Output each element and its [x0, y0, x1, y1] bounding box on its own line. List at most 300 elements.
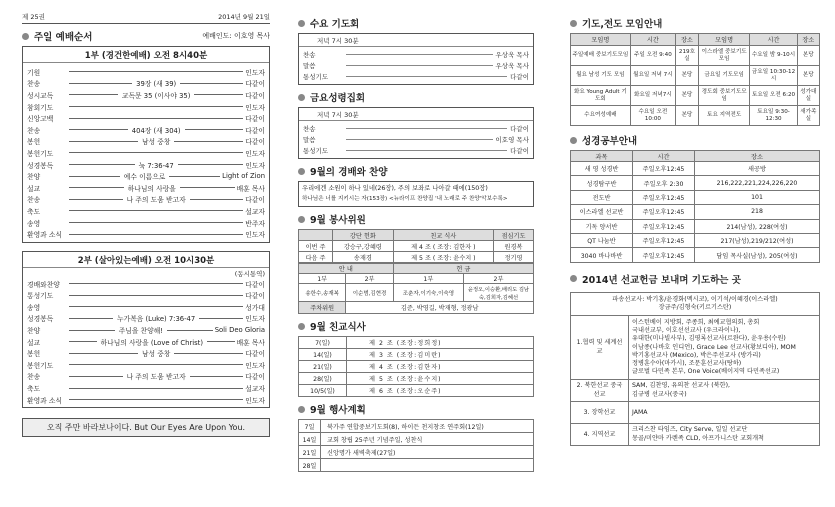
order-label: 송영 [27, 303, 41, 312]
worship-column [22, 0, 270, 507]
leader-line [69, 399, 243, 400]
bulletin-header [22, 0, 270, 24]
order-person: 다같이 [245, 196, 265, 205]
meetings-head: 장소 [797, 34, 819, 46]
leader-line [69, 141, 138, 142]
order-person: 다같이 [245, 350, 266, 359]
bullet-icon [570, 20, 577, 27]
leader-line [346, 150, 507, 151]
usher-table: 안 내 헌 금 1부 2부 1부 2부 송한수,송재복 이순범,김현경 조춘자,이기숙,이숙영 윤정오,이승환,배리도 김남숙,김희자,김혜선 주차위원 김준, 박영길, 박재형, 정광남 [298, 263, 534, 314]
leader-line [69, 71, 243, 72]
meal-table [298, 336, 534, 397]
meeting-cell: 수요일 밤 9-10시 [750, 46, 797, 66]
order-row [27, 78, 265, 90]
leader-line [69, 83, 132, 84]
order-row [27, 66, 265, 78]
order-detail: 나 주의 도움 받고자 [126, 196, 186, 205]
bible-head: 과목 [571, 151, 633, 162]
order-detail: 404장 (새 304) [131, 126, 181, 135]
order-person: 반주자 [245, 219, 265, 228]
order-person: 배훈 목사 [236, 338, 265, 347]
friday-box [298, 107, 534, 159]
event-date: 7일 [299, 420, 321, 433]
meetings-head: 장소 [676, 34, 699, 46]
leader-line [69, 94, 118, 95]
order-row [27, 382, 265, 394]
bible-row [571, 162, 820, 176]
bible-cell: 담임 목사실(남성), 205(여성) [695, 248, 820, 262]
bible-cell: 101 [695, 190, 820, 204]
first-service-box [22, 46, 270, 243]
meal-date: 10/5(일) [299, 385, 347, 397]
bullet-icon [298, 216, 305, 223]
leader-line [190, 199, 244, 200]
service-head: 친교 식사 [393, 230, 493, 241]
meeting-cell: 새가족실 [797, 106, 819, 126]
event-text: 교회 창립 25주년 기념주일, 성찬식 [321, 433, 534, 446]
meeting-cell: 금요일 10:30-12시 [750, 66, 797, 86]
order-label: 성시교독 [27, 91, 54, 100]
meal-row [299, 373, 534, 385]
second-service-box [22, 251, 270, 409]
order-row [27, 136, 265, 148]
mission-line: 박기홍선교사 (Mexico), 박은주선교사 (방가리) [632, 351, 761, 359]
bible-row [571, 205, 820, 219]
meeting-cell: 본당 [676, 106, 699, 126]
mission-category: 1.협력 및 세계선교 [571, 316, 629, 380]
dispatch-cell: 파송선교사: 박기홍/윤경화(멕시코), 이기석/이혜경(이스라엘) 장금주/김형숙(키르기스탄) [571, 292, 820, 315]
events-table [298, 419, 534, 472]
event-text: 신앙명가 새벽축제(27일) [321, 446, 534, 459]
wednesday-box [298, 33, 534, 85]
order-person: 설교자 [245, 385, 265, 394]
order-label: 찬송 [27, 126, 41, 135]
meal-date: 14(일) [299, 349, 347, 361]
meal-group: 제 6 조 (조장:오순주) [347, 385, 534, 397]
order-label: 축도 [27, 385, 41, 394]
bible-cell: 성경탐구반 [571, 176, 633, 190]
order-label: 성경봉독 [27, 161, 54, 170]
mission-category: 3. 장학선교 [571, 402, 629, 424]
praise-box [298, 181, 534, 207]
mission-line: 몽골/미얀마 카렌족 CLD, 아프가니스탄 교회개척 [632, 434, 765, 442]
leader-line [174, 141, 243, 142]
order-person: 인도자 [245, 161, 266, 170]
order-row [27, 278, 265, 290]
meeting-cell: 수요여성예배 [571, 106, 631, 126]
leader-line [69, 330, 115, 331]
mission-detail [629, 424, 820, 446]
order-row [27, 101, 265, 113]
order-label: 경배와찬양 [27, 280, 60, 289]
mission-line: SAM, 김찬영, 유의찬 선교사 (북한), [632, 382, 730, 390]
order-person: 인도자 [245, 315, 265, 324]
leader-line [69, 364, 243, 365]
order-row [27, 159, 265, 171]
bible-cell: 216,222,221,224,226,220 [695, 176, 820, 190]
worship-order-title: 주일 예배순서 예배인도: 이호영 목사 [22, 29, 270, 43]
meeting-cell: 월요일 저녁 7시 [630, 66, 675, 86]
bible-title: 성경공부안내 [570, 133, 820, 147]
order-row [27, 228, 265, 240]
schedule-row [303, 71, 529, 82]
order-person: 다같이 [245, 80, 266, 89]
bible-cell: 전도반 [571, 190, 633, 204]
leader-line [207, 341, 235, 342]
order-label: 봉헌기도 [27, 149, 54, 158]
meeting-cell: 월요 남성 기도 모임 [571, 66, 631, 86]
service-cell: 정기영 [493, 252, 533, 263]
order-row [27, 313, 265, 325]
meeting-row [571, 106, 820, 126]
order-label: 찬송 [27, 80, 41, 89]
meeting-cell: 경도회 중보기도모임 [698, 86, 750, 106]
wednesday-title: 수요 기도회 [298, 16, 534, 30]
weekday-column [298, 0, 534, 507]
bible-row [571, 233, 820, 247]
bible-cell: 주일오후12:45 [633, 190, 695, 204]
event-text [321, 459, 534, 472]
offering-head: 헌 금 [393, 264, 533, 274]
service-cell: 이번 주 [299, 241, 333, 252]
wednesday-time: 저녁 7시 30분 [299, 34, 533, 47]
bible-cell: 주일오후 2:30 [633, 176, 695, 190]
order-label: 환영과 소식 [27, 231, 62, 240]
bullet-icon [298, 94, 305, 101]
bible-cell: 217(남성),219/212(여성) [695, 233, 820, 247]
order-label: 찬양 [27, 327, 41, 336]
meeting-cell: 금요일 기도모임 [698, 66, 750, 86]
leader-line [69, 129, 128, 130]
meeting-row [571, 86, 820, 106]
meeting-cell: 화요일 저녁7시 [630, 86, 675, 106]
order-label: 찬송 [27, 373, 41, 382]
meeting-cell: 본당 [797, 46, 819, 66]
schedule-label: 찬송 [303, 51, 316, 59]
order-detail: 누가복음 (Luke) 7:36-47 [117, 315, 196, 324]
meeting-cell: 토요 지역전도 [698, 106, 750, 126]
bible-cell: 기독 양서반 [571, 219, 633, 233]
leader-line [346, 139, 493, 140]
order-person: 다같이 [245, 91, 265, 100]
event-date: 14일 [299, 433, 321, 446]
bulletin-date: 2014년 9월 21일 [218, 13, 270, 21]
leader-line [169, 176, 220, 177]
meal-date: 21(일) [299, 361, 347, 373]
leader-line [69, 376, 123, 377]
leader-line [69, 164, 135, 165]
order-row [27, 301, 265, 313]
mission-row [571, 316, 820, 380]
order-detail: 주님을 찬양해! [118, 327, 163, 336]
meal-row [299, 385, 534, 397]
events-title: 9월 행사계획 [298, 402, 534, 416]
bullet-icon [22, 33, 29, 40]
meetings-head: 모임명 [698, 34, 750, 46]
mission-line: 크리스찬 타임즈, City Serve, 일일 선교단 [632, 426, 748, 434]
bible-row [571, 190, 820, 204]
first-service-title: 1부 (경건한예배) 오전 8시40분 [23, 47, 269, 63]
meetings-table [570, 33, 820, 126]
order-label: 성경봉독 [27, 315, 54, 324]
order-person: 다같이 [245, 280, 265, 289]
service-cell: 제 4 조 ( 조장: 김한자 ) [393, 241, 493, 252]
bible-cell: 주일오후12:45 [633, 205, 695, 219]
order-row [27, 170, 265, 182]
bible-cell: 새 영 성경반 [571, 162, 633, 176]
event-row [299, 433, 534, 446]
order-person: 인도자 [245, 231, 265, 240]
mission-line: 김규병 선교사(중국) [632, 390, 687, 398]
schedule-row [303, 49, 529, 60]
service-head: 강단 헌화 [333, 230, 394, 241]
meetings-head: 시간 [750, 34, 797, 46]
bible-table [570, 150, 820, 263]
bible-cell: 214(남성), 228(여성) [695, 219, 820, 233]
leader-line [346, 76, 507, 77]
bible-cell: 새공방 [695, 162, 820, 176]
order-person: 인도자 [245, 68, 265, 77]
leader-line [167, 330, 213, 331]
bible-cell: 218 [695, 205, 820, 219]
order-person: 설교자 [245, 207, 265, 216]
order-row [27, 124, 265, 136]
event-row [299, 446, 534, 459]
event-date: 21일 [299, 446, 321, 459]
meeting-cell: 본당 [676, 86, 699, 106]
bullet-icon [298, 20, 305, 27]
meeting-row [571, 46, 820, 66]
leader-line [69, 341, 97, 342]
order-person: 인도자 [245, 149, 265, 158]
bible-head-row [571, 151, 820, 162]
order-label: 봉헌 [27, 138, 41, 147]
schedule-row [303, 134, 529, 145]
order-person: 인도자 [245, 396, 265, 405]
service-head: 점심기도 [493, 230, 533, 241]
order-row [27, 112, 265, 124]
issue-number: 제 25권 [22, 13, 45, 21]
schedule-label: 말씀 [303, 62, 316, 70]
schedule-person: 우상욱 목사 [495, 62, 529, 70]
usher-head: 안 내 [299, 264, 394, 274]
order-person: 인도자 [245, 361, 265, 370]
mission-line: 이스턴베이 지방회, 주종희, 최예교협의회, 총회 [632, 318, 760, 326]
interpretation-note: (동시통역) [234, 269, 265, 278]
order-person: 배훈 목사 [236, 184, 265, 193]
order-label: 참회기도 [27, 103, 54, 112]
mission-row [571, 402, 820, 424]
meal-date: 28(일) [299, 373, 347, 385]
leader-line [69, 222, 243, 223]
order-detail: 나 주의 도움 받고자 [126, 373, 186, 382]
mission-row [571, 380, 820, 402]
meal-row [299, 349, 534, 361]
second-service-title: 2부 (살아있는예배) 오전 10시30분 [23, 252, 269, 268]
bible-head: 시간 [633, 151, 695, 162]
worship-leader: 예배인도: 이호영 목사 [202, 32, 270, 40]
schedule-label: 찬송 [303, 125, 316, 133]
meeting-row [571, 66, 820, 86]
meetings-title: 기도,전도 모임안내 [570, 16, 820, 30]
order-row [27, 194, 265, 206]
mission-row [571, 424, 820, 446]
bible-cell: 이스라엘 선교반 [571, 205, 633, 219]
order-person: 성가대 [245, 303, 265, 312]
bible-cell: 주일오후12:45 [633, 233, 695, 247]
order-person: 다같이 [245, 292, 265, 301]
order-person: Soli Deo Gloria [214, 326, 265, 335]
bible-cell: 주일오후12:45 [633, 248, 695, 262]
leader-line [69, 353, 138, 354]
meal-group: 제 4 조 (조장:김한자) [347, 361, 534, 373]
meal-group: 제 5 조 (조장:윤수지) [347, 373, 534, 385]
order-label: 봉헌기도 [27, 361, 54, 370]
schedule-person: 우상욱 목사 [495, 51, 529, 59]
order-row [27, 290, 265, 302]
leader-line [69, 318, 113, 319]
praise-title: 9월의 경배와 찬양 [298, 164, 534, 178]
friday-title: 금요성령집회 [298, 90, 534, 104]
order-person: Light of Zion [222, 172, 266, 181]
order-label: 봉헌 [27, 350, 41, 359]
first-service-list [27, 66, 265, 240]
order-label: 송영 [27, 219, 41, 228]
meeting-cell: 주일예배 중보기도모임 [571, 46, 631, 66]
event-row [299, 420, 534, 433]
schedule-person: 이호영 목사 [495, 136, 529, 144]
leader-line [346, 65, 493, 66]
meeting-cell: 토요일 9:30-12:30 [750, 106, 797, 126]
order-row [27, 359, 265, 371]
service-cell: 강승구,강혜령 [333, 241, 394, 252]
event-text: 북가주 연합중보기도회(8), 하이든 천지창조 연주회(12일) [321, 420, 534, 433]
bullet-icon [298, 406, 305, 413]
parking-label: 주차위원 [299, 302, 346, 314]
meeting-cell: 본당 [676, 66, 699, 86]
order-label: 신앙고백 [27, 115, 54, 124]
order-row [27, 336, 265, 348]
order-detail: 하나님의 사랑을 [127, 184, 176, 193]
bible-head: 장소 [695, 151, 820, 162]
leader-line [69, 199, 123, 200]
meetings-head: 시간 [630, 34, 675, 46]
leader-line [69, 118, 243, 119]
service-title: 9월 봉사위원 [298, 212, 534, 226]
schedule-label: 통성기도 [303, 147, 329, 155]
meeting-cell: 수요일 오전 10:00 [630, 106, 675, 126]
bible-cell: 주일오후12:45 [633, 162, 695, 176]
order-label: 통성기도 [27, 292, 54, 301]
order-person: 다같이 [245, 373, 265, 382]
meal-row [299, 361, 534, 373]
leader-line [69, 106, 243, 107]
mission-detail [629, 316, 820, 380]
bible-row [571, 248, 820, 262]
meetings-head: 모임명 [571, 34, 631, 46]
service-cell: 다음 주 [299, 252, 333, 263]
leader-line [185, 129, 244, 130]
order-detail: 남성 중창 [141, 138, 171, 147]
order-label: 설교 [27, 184, 41, 193]
order-row [27, 324, 265, 336]
order-row [27, 217, 265, 229]
schedule-person: 다같이 [510, 73, 529, 81]
mission-line: 유대한(미나빌사부), 김평록선교사(르완다), 윤우용(수원) [632, 335, 786, 343]
leader-line [180, 187, 235, 188]
meeting-cell: 219호실 [676, 46, 699, 66]
leader-line [174, 353, 243, 354]
mission-detail [629, 402, 820, 424]
leader-line [199, 318, 243, 319]
schedule-row [303, 145, 529, 156]
service-cell: 제 5 조 ( 조장: 윤수지 ) [393, 252, 493, 263]
meal-row [299, 337, 534, 349]
event-row [299, 459, 534, 472]
order-row [27, 394, 265, 406]
order-label: 찬양 [27, 173, 41, 182]
missions-table [570, 292, 820, 446]
order-detail: 교독문 35 (이사야 35) [121, 91, 191, 100]
leader-line [69, 234, 243, 235]
mission-line: JAMA [632, 408, 648, 416]
order-label: 찬송 [27, 196, 41, 205]
meeting-cell: 화요 Young Adult 기도회 [571, 86, 631, 106]
order-row [27, 182, 265, 194]
bullet-icon [298, 168, 305, 175]
service-cell: 원경복 [493, 241, 533, 252]
meeting-cell: 이스라엘 중보기도모임 [698, 46, 750, 66]
bullet-icon [298, 323, 305, 330]
leader-line [194, 94, 243, 95]
mission-detail [629, 380, 820, 402]
mission-category: 2. 북한선교 중국선교 [571, 380, 629, 402]
meeting-cell: 주일 오전 9:40 [630, 46, 675, 66]
order-row [27, 347, 265, 359]
meeting-cell: 본당 [797, 66, 819, 86]
leader-line [69, 176, 120, 177]
service-table [298, 229, 534, 263]
bible-row [571, 176, 820, 190]
info-column [570, 0, 820, 507]
leader-line [346, 54, 493, 55]
leader-line [69, 152, 243, 153]
order-person: 다같이 [245, 126, 265, 135]
leader-line [180, 83, 243, 84]
missions-title: 2014년 선교헌금 보내며 기도하는 곳 [570, 272, 820, 286]
bullet-icon [570, 275, 577, 282]
bible-cell: 주일오후12:45 [633, 219, 695, 233]
praise-line: 하나님은 너를 지키시는 자(153장) <뉴라이프 찬양집 '내 노래로 주 찬양'악보수록> [302, 196, 508, 202]
meeting-cell: 성가대실 [797, 86, 819, 106]
order-label: 축도 [27, 207, 41, 216]
bible-cell: QT 나눔반 [571, 233, 633, 247]
order-detail: 39장 (새 39) [136, 80, 177, 89]
schedule-row [303, 123, 529, 134]
meal-group: 제 3 조 (조장:김미란) [347, 349, 534, 361]
leader-line [190, 376, 244, 377]
leader-line [69, 283, 243, 284]
bible-row [571, 219, 820, 233]
schedule-label: 말씀 [303, 136, 316, 144]
order-detail: 하나님의 사랑을 (Love of Christ) [100, 338, 203, 347]
meal-group: 제 2 조 (조장:정희정) [347, 337, 534, 349]
order-row [27, 371, 265, 383]
schedule-person: 다같이 [510, 125, 529, 133]
service-cell: 송재경 [333, 252, 394, 263]
leader-line [346, 128, 507, 129]
event-date: 28일 [299, 459, 321, 472]
